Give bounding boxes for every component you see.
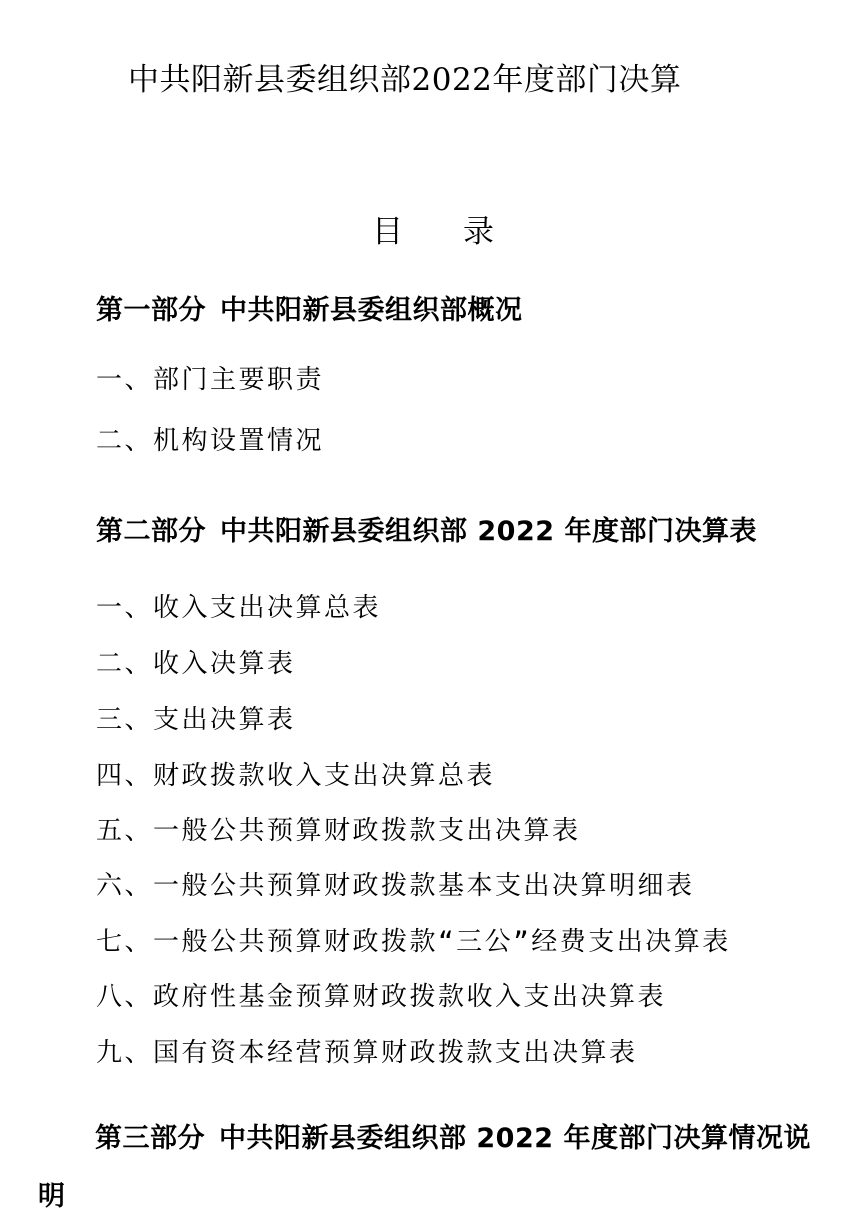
document-title: 中共阳新县委组织部2022年度部门决算 <box>128 62 682 98</box>
toc-item: 六、一般公共预算财政拨款基本支出决算明细表 <box>96 871 695 901</box>
part-two-heading <box>96 513 757 551</box>
part-one-heading <box>96 292 523 330</box>
toc-item: 一、收入支出决算总表 <box>96 593 382 623</box>
part-two-title: 中共阳新县委组织部 2022 年度部门决算表 <box>220 516 757 547</box>
toc-item: 九、国有资本经营预算财政拨款支出决算表 <box>96 1038 638 1068</box>
toc-item: 一、部门主要职责 <box>96 365 325 395</box>
toc-item: 三、支出决算表 <box>96 705 296 735</box>
toc-item: 七、一般公共预算财政拨款“三公”经费支出决算表 <box>96 927 731 957</box>
part-two-label: 第二部分 <box>96 516 206 547</box>
toc-item: 四、财政拨款收入支出决算总表 <box>96 761 496 791</box>
part-three-title: 中共阳新县委组织部 2022 年度部门决算情况说明 <box>38 1123 811 1212</box>
part-three-label: 第三部分 <box>95 1123 205 1154</box>
toc-item: 八、政府性基金预算财政拨款收入支出决算表 <box>96 982 667 1012</box>
part-one-title: 中共阳新县委组织部概况 <box>220 295 523 326</box>
table-of-contents-heading: 目录 <box>372 214 554 250</box>
part-three-heading <box>38 1110 828 1226</box>
toc-item: 二、收入决算表 <box>96 649 296 679</box>
part-one-label: 第一部分 <box>96 295 206 326</box>
toc-item: 二、机构设置情况 <box>96 426 325 456</box>
toc-item: 五、一般公共预算财政拨款支出决算表 <box>96 816 581 846</box>
